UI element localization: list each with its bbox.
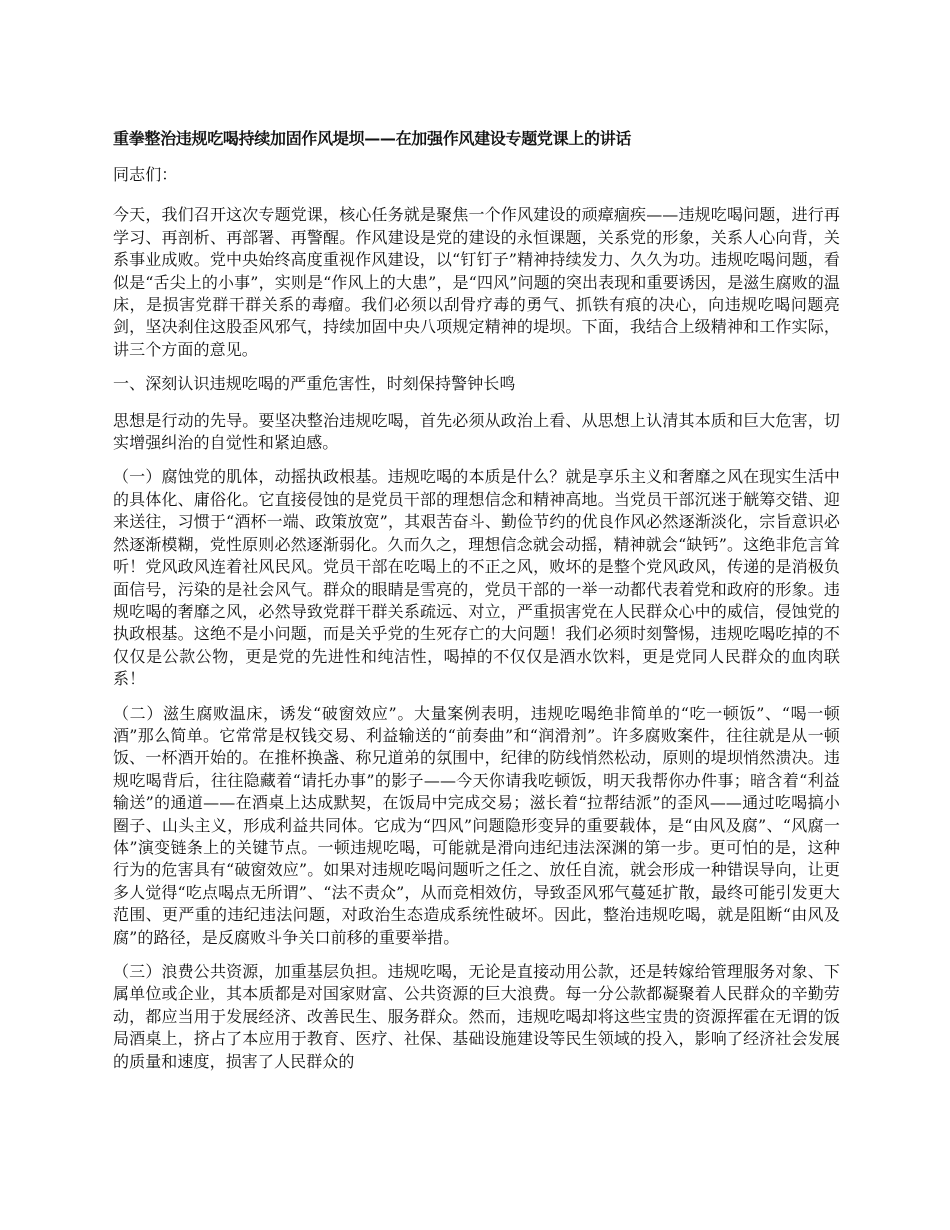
section-heading: 一、深刻认识违规吃喝的严重危害性，时刻保持警钟长鸣 — [113, 374, 516, 394]
section-intro-paragraph: 思想是行动的先导。要坚决整治违规吃喝，首先必须从政治上看、从思想上认清其本质和巨大危害，切实增强纠治的自觉性和紧迫感。 — [113, 410, 840, 453]
point-paragraph-3: （三）浪费公共资源，加重基层负担。违规吃喝，无论是直接动用公款，还是转嫁给管理服务对象、下属单位或企业，其本质都是对国家财富、公共资源的巨大浪费。每一分公款都凝聚着人民群众的辛勤劳动，都应当用于发展经济、改善民生、服务群众。然而，违规吃喝却将这些宝贵的资源挥霍在无谓的饭局酒桌上，挤占了本应用于教育、医疗、社保、基础设施建设等民生领域的投入，影响了经济社会发展的质量和速度，损害了人民群众的 — [113, 962, 840, 1071]
point-paragraph-1: （一）腐蚀党的肌体，动摇执政根基。违规吃喝的本质是什么？就是享乐主义和奢靡之风在现实生活中的具体化、庸俗化。它直接侵蚀的是党员干部的理想信念和精神高地。当党员干部沉迷于觥筹交错、迎来送往，习惯于“酒杯一端、政策放宽”，其艰苦奋斗、勤俭节约的优良作风必然逐渐淡化，宗旨意识必然逐渐模糊，党性原则必然逐渐弱化。久而久之，理想信念就会动摇，精神就会“缺钙”。这绝非危言耸听！党风政风连着社风民风。党员干部在吃喝上的不正之风，败坏的是整个党风政风，传递的是消极负面信号，污染的是社会风气。群众的眼睛是雪亮的，党员干部的一举一动都代表着党和政府的形象。违规吃喝的奢靡之风，必然导致党群干群关系疏远、对立，严重损害党在人民群众心中的威信，侵蚀党的执政根基。这绝不是小问题，而是关乎党的生死存亡的大问题！我们必须时刻警惕，违规吃喝吃掉的不仅仅是公款公物，更是党的先进性和纯洁性，喝掉的不仅仅是酒水饮料，更是党同人民群众的血肉联系！ — [113, 467, 840, 689]
salutation: 同志们： — [113, 165, 178, 184]
document-page — [113, 128, 840, 1085]
intro-paragraph: 今天，我们召开这次专题党课，核心任务就是聚焦一个作风建设的顽瘴痼疾——违规吃喝问题，进行再学习、再剖析、再部署、再警醒。作风建设是党的建设的永恒课题，关系党的形象，关系人心向背，关系事业成败。党中央始终高度重视作风建设，以“钉钉子”精神持续发力、久久为功。违规吃喝问题，看似是“舌尖上的小事”，实则是“作风上的大患”，是“四风”问题的突出表现和重要诱因，是滋生腐败的温床，是损害党群干群关系的毒瘤。我们必须以刮骨疗毒的勇气、抓铁有痕的决心，向违规吃喝问题亮剑，坚决刹住这股歪风邪气，持续加固中央八项规定精神的堤坝。下面，我结合上级精神和工作实际，讲三个方面的意见。 — [113, 205, 840, 359]
document-title: 重拳整治违规吃喝持续加固作风堤坝——在加强作风建设专题党课上的讲话 — [113, 129, 632, 148]
point-paragraph-2: （二）滋生腐败温床，诱发“破窗效应”。大量案例表明，违规吃喝绝非简单的“吃一顿饭”、“喝一顿酒”那么简单。它常常是权钱交易、利益输送的“前奏曲”和“润滑剂”。许多腐败案件，往往就是从一顿饭、一杯酒开始的。在推杯换盏、称兄道弟的氛围中，纪律的防线悄然松动，原则的堤坝悄然溃决。违规吃喝背后，往往隐藏着“请托办事”的影子——今天你请我吃顿饭，明天我帮你办件事；暗含着“利益输送”的通道——在酒桌上达成默契，在饭局中完成交易；滋长着“拉帮结派”的歪风——通过吃喝搞小圈子、山头主义，形成利益共同体。它成为“四风”问题隐形变异的重要载体，是“由风及腐”、“风腐一体”演变链条上的关键节点。一顿违规吃喝，可能就是滑向违纪违法深渊的第一步。更可怕的是，这种行为的危害具有“破窗效应”。如果对违规吃喝问题听之任之、放任自流，就会形成一种错误导向，让更多人觉得“吃点喝点无所谓”、“法不责众”，从而竞相效仿，导致歪风邪气蔓延扩散，最终可能引发更大范围、更严重的违纪违法问题，对政治生态造成系统性破坏。因此，整治违规吃喝，就是阻断“由风及腐”的路径，是反腐败斗争关口前移的重要举措。 — [113, 703, 840, 947]
